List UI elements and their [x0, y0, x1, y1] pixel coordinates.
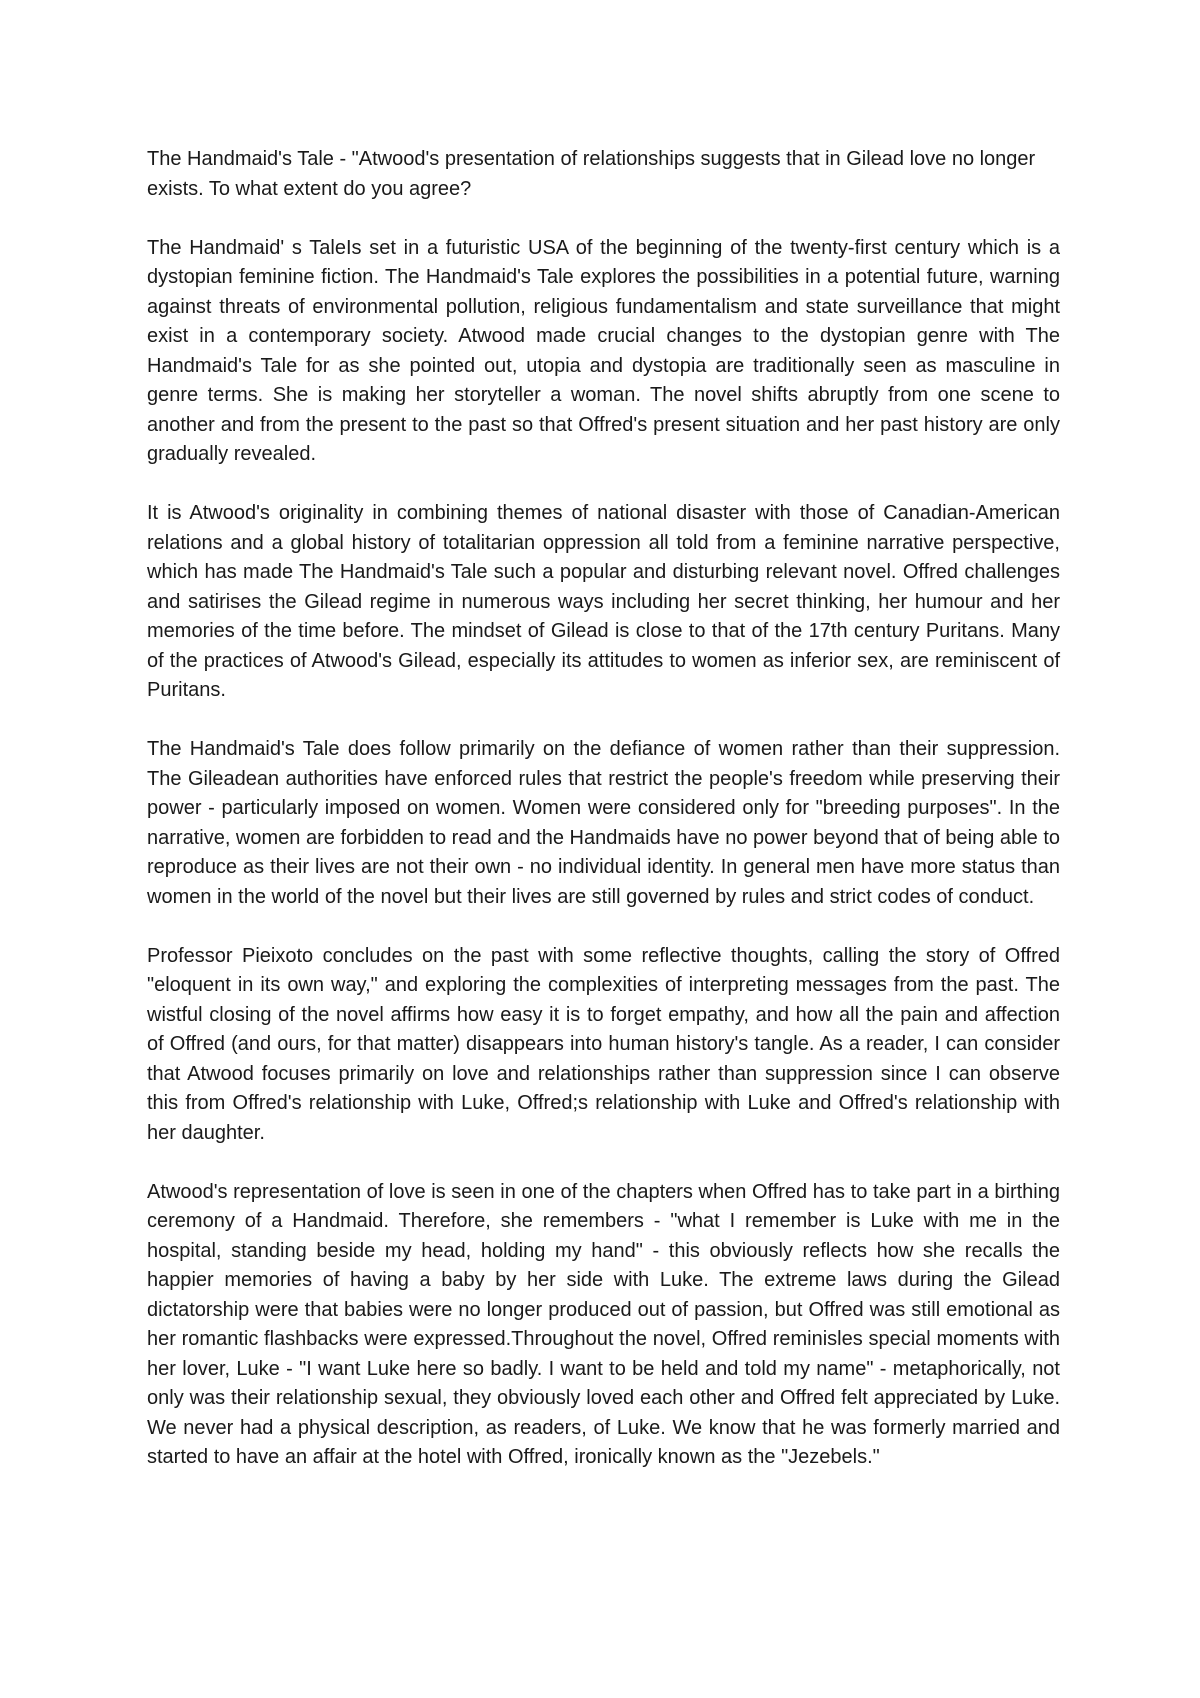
- paragraph-originality: It is Atwood's originality in combining themes of national disaster with those of Canadian-American relations and a global history of totalitarian oppression all told from a feminine narrative perspective, which has made The Handmaid's Tale such a popular and disturbing relevant novel. Offred challenges and satirises the Gilead regime in numerous ways including her secret thinking, her humour and her memories of the time before. The mindset of Gilead is close to that of the 17th century Puritans. Many of the practices of Atwood's Gilead, especially its attitudes to women as inferior sex, are reminiscent of Puritans.: [147, 502, 1060, 701]
- paragraph-love-representation: Atwood's representation of love is seen in one of the chapters when Offred has to take part in a birthing ceremony of a Handmaid. Therefore, she remembers - "what I remember is Luke with me in the hospital, standing beside my head, holding my hand" - this obviously reflects how she recalls the happier memories of having a baby by her side with Luke. The extreme laws during the Gilead dictatorship were that babies were no longer produced out of passion, but Offred was still emotional as her romantic flashbacks were expressed.Throughout the novel, Offred reminisles special moments with her lover, Luke - "I want Luke here so badly. I want to be held and told my name" - metaphorically, not only was their relationship sexual, they obviously loved each other and Offred felt appreciated by Luke. We never had a physical description, as readers, of Luke. We know that he was formerly married and started to have an affair at the hotel with Offred, ironically known as the "Jezebels.": [147, 1180, 1060, 1468]
- document-body: [147, 145, 1060, 1502]
- paragraph-introduction: The Handmaid' s TaleIs set in a futuristic USA of the beginning of the twenty-first century which is a dystopian feminine fiction. The Handmaid's Tale explores the possibilities in a potential future, warning against threats of environmental pollution, religious fundamentalism and state surveillance that might exist in a contemporary society. Atwood made crucial changes to the dystopian genre with The Handmaid's Tale for as she pointed out, utopia and dystopia are traditionally seen as masculine in genre terms. She is making her storyteller a woman. The novel shifts abruptly from one scene to another and from the present to the past so that Offred's present situation and her past history are only gradually revealed.: [147, 236, 1060, 465]
- essay-title: The Handmaid's Tale - "Atwood's presentation of relationships suggests that in Gilead love no longer exists. To what extent do you agree?: [147, 148, 1036, 200]
- paragraph-defiance: The Handmaid's Tale does follow primarily on the defiance of women rather than their suppression. The Gileadean authorities have enforced rules that restrict the people's freedom while preserving their power - particularly imposed on women. Women were considered only for "breeding purposes". In the narrative, women are forbidden to read and the Handmaids have no power beyond that of being able to reproduce as their lives are not their own - no individual identity. In general men have more status than women in the world of the novel but their lives are still governed by rules and strict codes of conduct.: [147, 738, 1060, 908]
- paragraph-pieixoto: Professor Pieixoto concludes on the past with some reflective thoughts, calling the story of Offred "eloquent in its own way," and exploring the complexities of interpreting messages from the past. The wistful closing of the novel affirms how easy it is to forget empathy, and how all the pain and affection of Offred (and ours, for that matter) disappears into human history's tangle. As a reader, I can consider that Atwood focuses primarily on love and relationships rather than suppression since I can observe this from Offred's relationship with Luke, Offred;s relationship with Luke and Offred's relationship with her daughter.: [147, 944, 1060, 1144]
